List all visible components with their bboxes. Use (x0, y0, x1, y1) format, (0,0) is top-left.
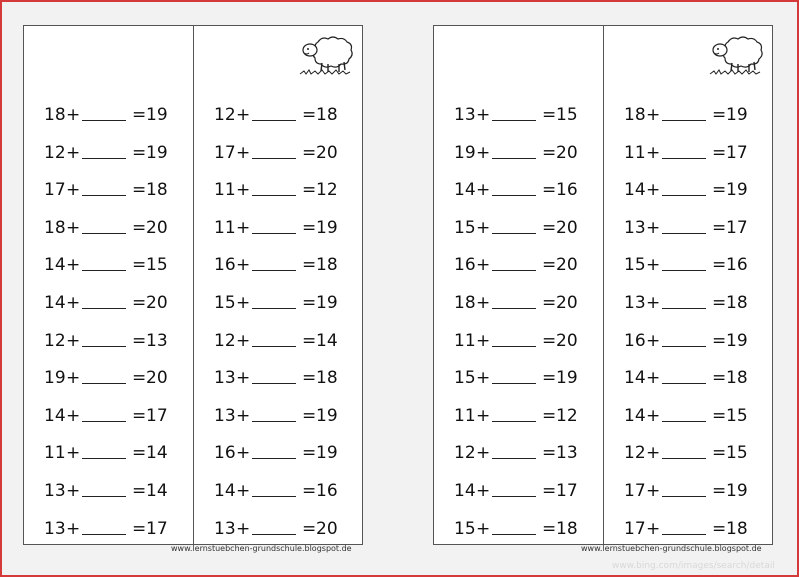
equals-sign: = (542, 368, 557, 389)
answer-blank[interactable] (252, 308, 296, 309)
addend: 14 (44, 293, 66, 313)
plus-sign: + (66, 217, 81, 238)
equation-row (194, 290, 362, 316)
worksheet-column (193, 26, 362, 544)
equation-row (434, 516, 603, 542)
equation-row (434, 102, 603, 128)
addend: 12 (624, 443, 646, 464)
plus-sign: + (646, 105, 661, 125)
plus-sign: + (646, 330, 661, 351)
answer-blank[interactable] (492, 346, 536, 347)
plus-sign: + (236, 330, 251, 351)
equals-sign: = (302, 368, 317, 389)
answer-blank[interactable] (252, 458, 296, 459)
sum: 14 (146, 443, 168, 464)
answer-blank[interactable] (82, 346, 126, 347)
plus-sign: + (646, 142, 661, 163)
equals-sign: = (542, 293, 557, 313)
sum: 15 (146, 255, 168, 276)
equals-sign: = (542, 105, 557, 125)
equals-sign: = (712, 142, 727, 163)
equation-row (194, 102, 362, 128)
addend: 13 (44, 518, 66, 539)
answer-blank[interactable] (492, 383, 536, 384)
equation-row (434, 478, 603, 504)
plus-sign: + (236, 180, 251, 201)
answer-blank[interactable] (82, 120, 126, 121)
addend: 12 (214, 330, 236, 351)
equation-row (434, 440, 603, 466)
addend: 15 (214, 293, 236, 313)
sum: 18 (726, 518, 748, 539)
answer-blank[interactable] (492, 270, 536, 271)
plus-sign: + (236, 217, 251, 238)
sum: 20 (146, 368, 168, 389)
plus-sign: + (476, 105, 491, 125)
addend: 13 (214, 518, 236, 539)
plus-sign: + (476, 293, 491, 313)
equation-row (194, 215, 362, 241)
sum: 19 (726, 180, 748, 201)
plus-sign: + (476, 255, 491, 276)
equation-row (604, 328, 772, 354)
equals-sign: = (302, 405, 317, 426)
equals-sign: = (132, 180, 147, 201)
answer-blank[interactable] (662, 270, 706, 271)
addend: 17 (624, 481, 646, 501)
answer-blank[interactable] (662, 158, 706, 159)
worksheet-column (603, 26, 772, 544)
sum: 17 (146, 405, 168, 426)
sum: 19 (316, 443, 338, 464)
equals-sign: = (132, 293, 147, 313)
equals-sign: = (132, 481, 147, 501)
addend: 14 (624, 405, 646, 426)
plus-sign: + (646, 518, 661, 539)
sum: 17 (726, 217, 748, 238)
addend: 11 (44, 443, 66, 464)
equation-row (604, 290, 772, 316)
answer-blank[interactable] (662, 346, 706, 347)
addend: 14 (214, 481, 236, 501)
equation-row (194, 403, 362, 429)
plus-sign: + (236, 105, 251, 125)
equals-sign: = (712, 105, 727, 125)
addend: 15 (624, 255, 646, 276)
addend: 13 (214, 368, 236, 389)
answer-blank[interactable] (82, 308, 126, 309)
plus-sign: + (476, 405, 491, 426)
equals-sign: = (712, 330, 727, 351)
plus-sign: + (66, 368, 81, 389)
equals-sign: = (712, 217, 727, 238)
equals-sign: = (712, 293, 727, 313)
plus-sign: + (646, 443, 661, 464)
answer-blank[interactable] (662, 308, 706, 309)
sum: 20 (146, 293, 168, 313)
equation-row (24, 478, 193, 504)
answer-blank[interactable] (492, 308, 536, 309)
addend: 17 (44, 180, 66, 201)
answer-blank[interactable] (82, 233, 126, 234)
answer-blank[interactable] (662, 383, 706, 384)
answer-blank[interactable] (82, 534, 126, 535)
addend: 18 (454, 293, 476, 313)
equals-sign: = (542, 518, 557, 539)
equals-sign: = (542, 405, 557, 426)
equals-sign: = (302, 293, 317, 313)
equation-row (604, 403, 772, 429)
equation-row (434, 328, 603, 354)
sum: 20 (316, 518, 338, 539)
answer-blank[interactable] (662, 120, 706, 121)
equals-sign: = (302, 180, 317, 201)
answer-blank[interactable] (252, 120, 296, 121)
plus-sign: + (236, 443, 251, 464)
equation-row (24, 365, 193, 391)
answer-blank[interactable] (662, 421, 706, 422)
addend: 13 (624, 293, 646, 313)
addend: 15 (454, 518, 476, 539)
equals-sign: = (302, 518, 317, 539)
addend: 12 (44, 330, 66, 351)
plus-sign: + (66, 518, 81, 539)
addend: 13 (454, 105, 476, 125)
equals-sign: = (132, 405, 147, 426)
answer-blank[interactable] (492, 120, 536, 121)
plus-sign: + (66, 405, 81, 426)
answer-blank[interactable] (252, 346, 296, 347)
sum: 19 (726, 105, 748, 125)
answer-blank[interactable] (82, 458, 126, 459)
sum: 18 (316, 255, 338, 276)
answer-blank[interactable] (252, 534, 296, 535)
footer-url: www.lernstuebchen-grundschule.blogspot.de (171, 544, 352, 553)
sum: 19 (726, 330, 748, 351)
plus-sign: + (646, 255, 661, 276)
equals-sign: = (132, 368, 147, 389)
equals-sign: = (132, 330, 147, 351)
equation-row (434, 252, 603, 278)
sum: 12 (556, 405, 578, 426)
worksheet-right (433, 25, 773, 545)
addend: 18 (624, 105, 646, 125)
addend: 16 (214, 255, 236, 276)
addend: 15 (454, 368, 476, 389)
sum: 17 (556, 481, 578, 501)
answer-blank[interactable] (252, 496, 296, 497)
answer-blank[interactable] (662, 496, 706, 497)
answer-blank[interactable] (492, 496, 536, 497)
addend: 17 (624, 518, 646, 539)
answer-blank[interactable] (82, 158, 126, 159)
answer-blank[interactable] (662, 195, 706, 196)
sum: 20 (316, 142, 338, 163)
addend: 14 (624, 180, 646, 201)
plus-sign: + (646, 293, 661, 313)
equation-row (24, 140, 193, 166)
plus-sign: + (646, 180, 661, 201)
plus-sign: + (236, 405, 251, 426)
answer-blank[interactable] (252, 158, 296, 159)
plus-sign: + (476, 368, 491, 389)
equation-row (434, 290, 603, 316)
addend: 13 (44, 481, 66, 501)
equals-sign: = (542, 217, 557, 238)
sum: 18 (316, 105, 338, 125)
addend: 11 (454, 405, 476, 426)
answer-blank[interactable] (252, 383, 296, 384)
addend: 14 (454, 180, 476, 201)
equation-row (434, 140, 603, 166)
addend: 12 (214, 105, 236, 125)
answer-blank[interactable] (492, 421, 536, 422)
plus-sign: + (66, 481, 81, 501)
sum: 18 (726, 368, 748, 389)
plus-sign: + (236, 293, 251, 313)
equals-sign: = (132, 105, 147, 125)
plus-sign: + (66, 105, 81, 125)
footer-url: www.lernstuebchen-grundschule.blogspot.de (581, 544, 762, 553)
equation-row (194, 328, 362, 354)
plus-sign: + (236, 481, 251, 501)
equation-row (604, 478, 772, 504)
plus-sign: + (476, 481, 491, 501)
equation-row (604, 252, 772, 278)
plus-sign: + (236, 142, 251, 163)
sum: 16 (726, 255, 748, 276)
answer-blank[interactable] (252, 421, 296, 422)
answer-blank[interactable] (492, 233, 536, 234)
addend: 15 (454, 217, 476, 238)
answer-blank[interactable] (662, 233, 706, 234)
sum: 20 (556, 142, 578, 163)
plus-sign: + (646, 481, 661, 501)
sheep-icon (708, 32, 766, 76)
plus-sign: + (476, 330, 491, 351)
equals-sign: = (302, 255, 317, 276)
answer-blank[interactable] (252, 233, 296, 234)
sum: 19 (316, 405, 338, 426)
equals-sign: = (302, 217, 317, 238)
addend: 13 (214, 405, 236, 426)
plus-sign: + (236, 518, 251, 539)
equation-row (604, 215, 772, 241)
sum: 16 (316, 481, 338, 501)
addend: 16 (214, 443, 236, 464)
sum: 20 (146, 217, 168, 238)
plus-sign: + (646, 368, 661, 389)
equation-row (24, 328, 193, 354)
addend: 14 (624, 368, 646, 389)
sum: 18 (556, 518, 578, 539)
addend: 12 (44, 142, 66, 163)
sum: 17 (726, 142, 748, 163)
plus-sign: + (66, 330, 81, 351)
equation-row (194, 516, 362, 542)
worksheet-left (23, 25, 363, 545)
addend: 14 (44, 405, 66, 426)
answer-blank[interactable] (252, 270, 296, 271)
worksheet-column (434, 26, 603, 544)
equation-row (434, 403, 603, 429)
equation-row (24, 177, 193, 203)
sum: 19 (726, 481, 748, 501)
plus-sign: + (476, 217, 491, 238)
equals-sign: = (712, 405, 727, 426)
sum: 20 (556, 293, 578, 313)
sum: 15 (556, 105, 578, 125)
plus-sign: + (66, 255, 81, 276)
plus-sign: + (66, 142, 81, 163)
sum: 14 (146, 481, 168, 501)
answer-blank[interactable] (662, 458, 706, 459)
addend: 11 (454, 330, 476, 351)
equation-row (194, 478, 362, 504)
plus-sign: + (236, 368, 251, 389)
equals-sign: = (542, 142, 557, 163)
plus-sign: + (476, 518, 491, 539)
answer-blank[interactable] (82, 421, 126, 422)
sum: 12 (316, 180, 338, 201)
equation-row (194, 365, 362, 391)
plus-sign: + (476, 443, 491, 464)
sum: 15 (726, 405, 748, 426)
equation-row (604, 440, 772, 466)
equals-sign: = (712, 481, 727, 501)
equals-sign: = (132, 142, 147, 163)
answer-blank[interactable] (252, 195, 296, 196)
answer-blank[interactable] (82, 195, 126, 196)
sum: 13 (146, 330, 168, 351)
sum: 19 (146, 105, 168, 125)
equation-row (24, 440, 193, 466)
answer-blank[interactable] (492, 195, 536, 196)
addend: 14 (454, 481, 476, 501)
answer-blank[interactable] (492, 534, 536, 535)
sum: 14 (316, 330, 338, 351)
equation-row (604, 516, 772, 542)
plus-sign: + (646, 405, 661, 426)
addend: 12 (454, 443, 476, 464)
equation-row (604, 102, 772, 128)
equals-sign: = (132, 518, 147, 539)
equals-sign: = (302, 443, 317, 464)
equation-row (24, 215, 193, 241)
equation-row (24, 290, 193, 316)
sum: 19 (316, 217, 338, 238)
equation-row (194, 440, 362, 466)
equals-sign: = (542, 180, 557, 201)
equals-sign: = (712, 255, 727, 276)
equation-row (604, 140, 772, 166)
equals-sign: = (712, 368, 727, 389)
sum: 19 (316, 293, 338, 313)
plus-sign: + (66, 293, 81, 313)
sum: 19 (556, 368, 578, 389)
addend: 16 (454, 255, 476, 276)
addend: 11 (214, 180, 236, 201)
equals-sign: = (712, 180, 727, 201)
answer-blank[interactable] (82, 496, 126, 497)
sum: 19 (146, 142, 168, 163)
sum: 20 (556, 330, 578, 351)
addend: 17 (214, 142, 236, 163)
sum: 20 (556, 217, 578, 238)
equals-sign: = (542, 443, 557, 464)
addend: 18 (44, 105, 66, 125)
sum: 18 (146, 180, 168, 201)
addend: 14 (44, 255, 66, 276)
equals-sign: = (302, 330, 317, 351)
answer-blank[interactable] (492, 458, 536, 459)
plus-sign: + (476, 142, 491, 163)
sheep-icon (298, 32, 356, 76)
sum: 20 (556, 255, 578, 276)
sum: 15 (726, 443, 748, 464)
equation-row (24, 516, 193, 542)
addend: 11 (214, 217, 236, 238)
equation-row (24, 403, 193, 429)
plus-sign: + (646, 217, 661, 238)
equation-row (434, 177, 603, 203)
equals-sign: = (712, 518, 727, 539)
addend: 11 (624, 142, 646, 163)
answer-blank[interactable] (492, 158, 536, 159)
plus-sign: + (236, 255, 251, 276)
sum: 16 (556, 180, 578, 201)
equation-row (194, 252, 362, 278)
answer-blank[interactable] (82, 383, 126, 384)
equals-sign: = (132, 255, 147, 276)
equals-sign: = (302, 142, 317, 163)
watermark: www.bing.com/images/search/detail (612, 561, 775, 571)
equals-sign: = (132, 217, 147, 238)
addend: 13 (624, 217, 646, 238)
sum: 18 (726, 293, 748, 313)
answer-blank[interactable] (662, 534, 706, 535)
equals-sign: = (542, 481, 557, 501)
equation-row (24, 252, 193, 278)
addend: 19 (44, 368, 66, 389)
equation-row (604, 365, 772, 391)
plus-sign: + (66, 443, 81, 464)
sum: 13 (556, 443, 578, 464)
equals-sign: = (302, 105, 317, 125)
sum: 18 (316, 368, 338, 389)
equals-sign: = (302, 481, 317, 501)
plus-sign: + (476, 180, 491, 201)
equation-row (434, 365, 603, 391)
equals-sign: = (542, 255, 557, 276)
plus-sign: + (66, 180, 81, 201)
equals-sign: = (712, 443, 727, 464)
equation-row (604, 177, 772, 203)
equation-row (434, 215, 603, 241)
addend: 19 (454, 142, 476, 163)
equals-sign: = (132, 443, 147, 464)
sum: 17 (146, 518, 168, 539)
worksheet-column (24, 26, 193, 544)
equation-row (194, 140, 362, 166)
equals-sign: = (542, 330, 557, 351)
answer-blank[interactable] (82, 270, 126, 271)
equation-row (24, 102, 193, 128)
addend: 18 (44, 217, 66, 238)
addend: 16 (624, 330, 646, 351)
equation-row (194, 177, 362, 203)
